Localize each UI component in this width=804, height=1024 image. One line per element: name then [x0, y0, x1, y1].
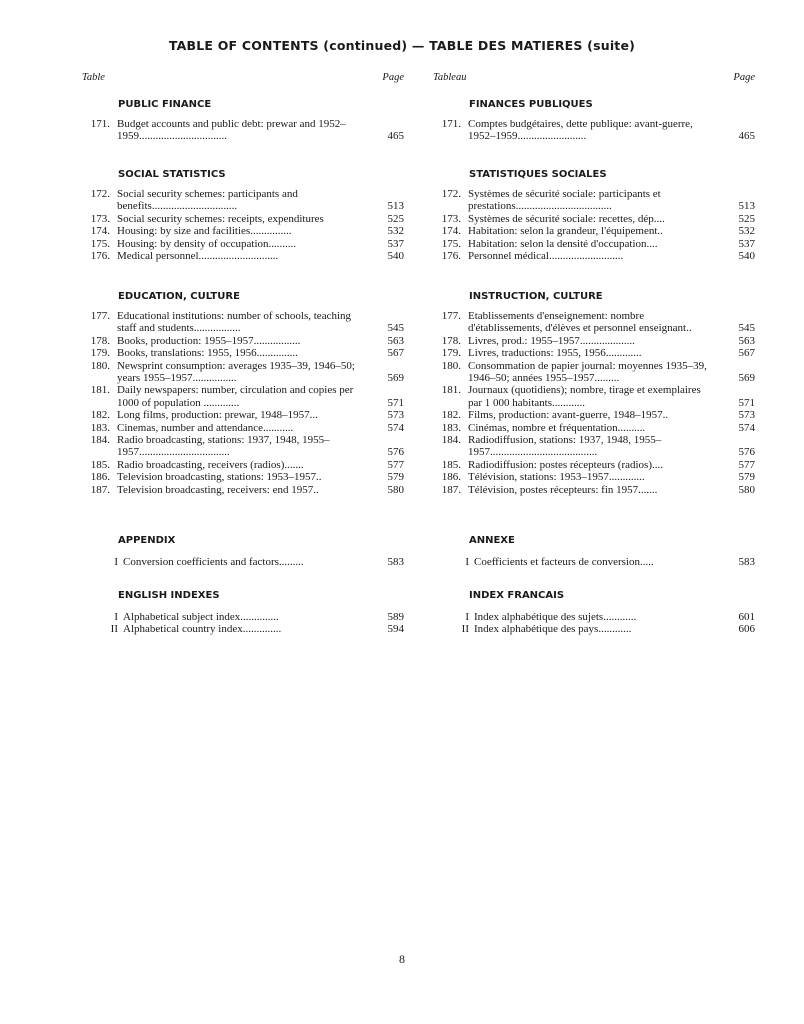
- entry-number: 180.: [90, 359, 110, 372]
- toc-entry[interactable]: [433, 611, 755, 623]
- entry-number: 175.: [441, 237, 461, 250]
- toc-entry[interactable]: [433, 310, 755, 335]
- toc-section: [82, 98, 404, 143]
- entry-list: [82, 556, 404, 568]
- toc-entry[interactable]: [82, 434, 404, 459]
- toc-entry[interactable]: [82, 623, 404, 635]
- toc-section: [82, 589, 404, 636]
- toc-entry[interactable]: [82, 556, 404, 568]
- entry-page: 465: [387, 130, 404, 143]
- entry-number: 172.: [90, 188, 110, 200]
- entry-page: 465: [738, 130, 755, 143]
- toc-section: [433, 98, 755, 143]
- section-title: ANNEXE: [469, 535, 515, 546]
- entry-list: [82, 188, 404, 262]
- entry-page: 571: [738, 396, 755, 409]
- entry-page: 576: [738, 446, 755, 459]
- toc-entry[interactable]: [82, 384, 404, 409]
- section-title: SOCIAL STATISTICS: [118, 169, 226, 180]
- entry-page: 545: [387, 322, 404, 335]
- section-title: FINANCES PUBLIQUES: [469, 99, 593, 110]
- entry-page: 579: [387, 471, 404, 484]
- toc-entry[interactable]: [82, 409, 404, 421]
- entry-number: 185.: [90, 458, 110, 471]
- entry-title: Social security schemes: participants and benefits...............................: [117, 188, 298, 213]
- entry-number: 171.: [441, 118, 461, 130]
- entry-number: 178.: [90, 334, 110, 347]
- toc-entry[interactable]: [433, 335, 755, 347]
- toc-entry[interactable]: [82, 347, 404, 359]
- entry-title: Radiodiffusion: postes récepteurs (radios)....: [468, 458, 664, 471]
- section-title: ENGLISH INDEXES: [118, 590, 220, 601]
- toc-entry[interactable]: [82, 335, 404, 347]
- entry-title: Alphabetical subject index..............: [123, 611, 279, 623]
- entry-number: 178.: [441, 334, 461, 347]
- entry-list: [433, 310, 755, 496]
- entry-list: [433, 556, 755, 568]
- entry-title: Journaux (quotidiens); nombre, tirage et exemplaires par 1 000 habitants............: [468, 384, 701, 409]
- entry-number: 173.: [90, 212, 110, 225]
- toc-entry[interactable]: [82, 213, 404, 225]
- page-number: 8: [399, 952, 405, 966]
- entry-number: 183.: [90, 421, 110, 434]
- entry-page: 513: [738, 200, 755, 213]
- entry-number: II: [461, 623, 469, 636]
- entry-number: 171.: [90, 118, 110, 130]
- entry-number: 176.: [441, 250, 461, 263]
- toc-entry[interactable]: [433, 225, 755, 237]
- toc-entry[interactable]: [433, 623, 755, 635]
- toc-entry[interactable]: [82, 611, 404, 623]
- entry-number: 177.: [441, 310, 461, 322]
- entry-title: Personnel médical...........................: [468, 250, 624, 263]
- entry-title: Newsprint consumption: averages 1935–39, 1946–50; years 1955–1957................: [117, 359, 355, 385]
- entry-title: Books, production: 1955–1957.................: [117, 334, 301, 347]
- entry-number: 180.: [441, 359, 461, 372]
- toc-entry[interactable]: [433, 384, 755, 409]
- entry-page: 569: [738, 372, 755, 385]
- entry-page: 545: [738, 322, 755, 335]
- toc-entry[interactable]: [433, 250, 755, 262]
- entry-number: 175.: [90, 237, 110, 250]
- entry-number: 187.: [441, 483, 461, 496]
- toc-entry[interactable]: [433, 484, 755, 496]
- section-title: STATISTIQUES SOCIALES: [469, 169, 607, 180]
- entry-title: Systèmes de sécurité sociale: recettes, dép....: [468, 212, 665, 225]
- toc-section: [433, 168, 755, 262]
- entry-number: 174.: [90, 225, 110, 238]
- entry-page: 574: [738, 421, 755, 434]
- entry-title: Télévision, postes récepteurs: fin 1957.......: [468, 483, 658, 496]
- entry-page: 594: [387, 623, 404, 636]
- section-title: APPENDIX: [118, 535, 176, 546]
- entry-number: 184.: [90, 434, 110, 447]
- entry-title: Index alphabétique des pays............: [474, 623, 632, 636]
- toc-section: [82, 290, 404, 496]
- entry-page: 532: [738, 225, 755, 238]
- toc-entry[interactable]: [433, 360, 755, 385]
- entry-title: Habitation: selon la grandeur, l'équipement..: [468, 225, 663, 238]
- entry-number: 172.: [441, 188, 461, 200]
- column-header-tableau: Tableau: [433, 72, 467, 83]
- entry-number: I: [465, 556, 469, 568]
- entry-number: 184.: [441, 434, 461, 447]
- toc-section: [433, 589, 755, 636]
- entry-number: 187.: [90, 483, 110, 496]
- toc-entry[interactable]: [433, 347, 755, 359]
- entry-number: 182.: [441, 409, 461, 422]
- entry-list: [433, 118, 755, 143]
- entry-number: I: [465, 611, 469, 623]
- toc-entry[interactable]: [82, 310, 404, 335]
- toc-entry[interactable]: [433, 471, 755, 483]
- entry-title: Comptes budgétaires, dette publique: avant-guerre, 1952–1959.........................: [468, 118, 693, 143]
- entry-page: 577: [738, 458, 755, 471]
- entry-page: 537: [387, 237, 404, 250]
- entry-page: 580: [738, 483, 755, 496]
- entry-number: 185.: [441, 458, 461, 471]
- entry-page: 567: [738, 347, 755, 360]
- entry-page: 573: [738, 409, 755, 422]
- entry-title: Coefficients et facteurs de conversion.....: [474, 556, 654, 568]
- entry-title: Television broadcasting, stations: 1953–1957..: [117, 471, 322, 484]
- toc-entry[interactable]: [433, 434, 755, 459]
- toc-entry[interactable]: [82, 225, 404, 237]
- toc-entry[interactable]: [82, 471, 404, 483]
- toc-entry[interactable]: [433, 188, 755, 213]
- entry-title: Housing: by density of occupation..........: [117, 237, 297, 250]
- entry-title: Films, production: avant-guerre, 1948–1957..: [468, 409, 669, 422]
- section-title: PUBLIC FINANCE: [118, 99, 212, 110]
- entry-title: Radio broadcasting, stations: 1937, 1948, 1955–1957.................................: [117, 434, 330, 459]
- entry-title: Social security schemes: receipts, expenditures: [117, 212, 324, 225]
- entry-page: 589: [387, 611, 404, 623]
- column-header: [82, 72, 404, 88]
- entry-title: Systèmes de sécurité sociale: participants et prestations...................................: [468, 188, 661, 213]
- entry-title: Medical personnel.............................: [117, 250, 279, 263]
- section-title: INSTRUCTION, CULTURE: [469, 291, 603, 302]
- toc-section: [82, 168, 404, 262]
- toc-entry[interactable]: [433, 238, 755, 250]
- entry-page: 573: [387, 409, 404, 422]
- entry-title: Habitation: selon la densité d'occupation....: [468, 237, 658, 250]
- entry-title: Daily newspapers: number, circulation and copies per 1000 of population .............: [117, 384, 354, 409]
- entry-page: 540: [387, 250, 404, 263]
- entry-list: [82, 310, 404, 496]
- entry-number: 179.: [441, 347, 461, 360]
- entry-page: 580: [387, 483, 404, 496]
- toc-entry[interactable]: [433, 422, 755, 434]
- entry-page: 537: [738, 237, 755, 250]
- entry-number: 181.: [441, 384, 461, 397]
- toc-entry[interactable]: [433, 118, 755, 143]
- entry-list: [82, 611, 404, 636]
- entry-title: Television broadcasting, receivers: end 1957..: [117, 483, 319, 496]
- entry-page: 606: [738, 623, 755, 636]
- toc-entry[interactable]: [433, 409, 755, 421]
- entry-number: 181.: [90, 384, 110, 397]
- entry-title: Livres, prod.: 1955–1957....................: [468, 334, 635, 347]
- entry-number: 177.: [90, 310, 110, 322]
- entry-number: 174.: [441, 225, 461, 238]
- entry-page: 579: [738, 471, 755, 484]
- column-header: [433, 72, 755, 88]
- entry-page: 532: [387, 225, 404, 238]
- entry-page: 540: [738, 250, 755, 263]
- toc-entry[interactable]: [82, 360, 404, 385]
- entry-page: 563: [387, 334, 404, 347]
- entry-title: Conversion coefficients and factors.........: [123, 556, 304, 568]
- page-title: TABLE OF CONTENTS (continued) — TABLE DES MATIERES (suite): [168, 38, 636, 53]
- entry-title: Consommation de papier journal: moyennes 1935–39, 1946–50; années 1955–1957.........: [468, 359, 707, 385]
- entry-page: 513: [387, 200, 404, 213]
- entry-title: Housing: by size and facilities...............: [117, 225, 292, 238]
- entry-number: II: [110, 623, 118, 636]
- entry-title: Radiodiffusion, stations: 1937, 1948, 1955–1957.......................................: [468, 434, 662, 459]
- entry-title: Cinémas, nombre et fréquentation..........: [468, 421, 646, 434]
- entry-page: 563: [738, 334, 755, 347]
- toc-entry[interactable]: [82, 484, 404, 496]
- toc-entry[interactable]: [82, 459, 404, 471]
- entry-number: 182.: [90, 409, 110, 422]
- toc-entry[interactable]: [433, 459, 755, 471]
- entry-title: Educational institutions: number of schools, teaching staff and students.................: [117, 310, 352, 335]
- entry-page: 525: [738, 212, 755, 225]
- toc-entry[interactable]: [82, 250, 404, 262]
- toc-entry[interactable]: [433, 213, 755, 225]
- entry-number: 186.: [90, 471, 110, 484]
- entry-page: 583: [387, 556, 404, 568]
- entry-title: Cinemas, number and attendance...........: [117, 421, 294, 434]
- toc-section: [433, 534, 755, 568]
- entry-page: 567: [387, 347, 404, 360]
- entry-page: 574: [387, 421, 404, 434]
- entry-title: Alphabetical country index..............: [123, 623, 282, 636]
- entry-title: Livres, traductions: 1955, 1956.............: [468, 347, 642, 360]
- entry-page: 583: [738, 556, 755, 568]
- entry-title: Télévision, stations: 1953–1957.............: [468, 471, 645, 484]
- entry-number: I: [114, 556, 118, 568]
- column-header-page: Page: [733, 72, 755, 83]
- entry-page: 525: [387, 212, 404, 225]
- entry-title: Budget accounts and public debt: prewar and 1952–1959................................: [117, 118, 346, 143]
- entry-number: 183.: [441, 421, 461, 434]
- entry-number: 173.: [441, 212, 461, 225]
- entry-page: 571: [387, 396, 404, 409]
- entry-list: [82, 118, 404, 143]
- toc-section: [82, 534, 404, 568]
- entry-list: [433, 611, 755, 636]
- section-title: EDUCATION, CULTURE: [118, 291, 240, 302]
- entry-list: [433, 188, 755, 262]
- entry-title: Books, translations: 1955, 1956...............: [117, 347, 298, 360]
- toc-section: [433, 290, 755, 496]
- english-column: [82, 72, 404, 636]
- entry-title: Long films, production: prewar, 1948–1957...: [117, 409, 318, 422]
- entry-page: 577: [387, 458, 404, 471]
- entry-page: 601: [738, 611, 755, 623]
- entry-number: 186.: [441, 471, 461, 484]
- column-header-page: Page: [382, 72, 404, 83]
- column-header-table: Table: [82, 72, 105, 83]
- entry-page: 576: [387, 446, 404, 459]
- entry-title: Etablissements d'enseignement: nombre d'établissements, d'élèves et personnel enseignant..: [468, 310, 692, 335]
- entry-number: I: [114, 611, 118, 623]
- entry-title: Radio broadcasting, receivers (radios).......: [117, 458, 304, 471]
- toc-entry[interactable]: [82, 422, 404, 434]
- toc-entry[interactable]: [82, 188, 404, 213]
- entry-title: Index alphabétique des sujets............: [474, 611, 637, 623]
- toc-entry[interactable]: [433, 556, 755, 568]
- toc-entry[interactable]: [82, 238, 404, 250]
- french-column: [433, 72, 755, 636]
- section-title: INDEX FRANCAIS: [469, 590, 565, 601]
- entry-number: 179.: [90, 347, 110, 360]
- entry-page: 569: [387, 372, 404, 385]
- toc-entry[interactable]: [82, 118, 404, 143]
- entry-number: 176.: [90, 250, 110, 263]
